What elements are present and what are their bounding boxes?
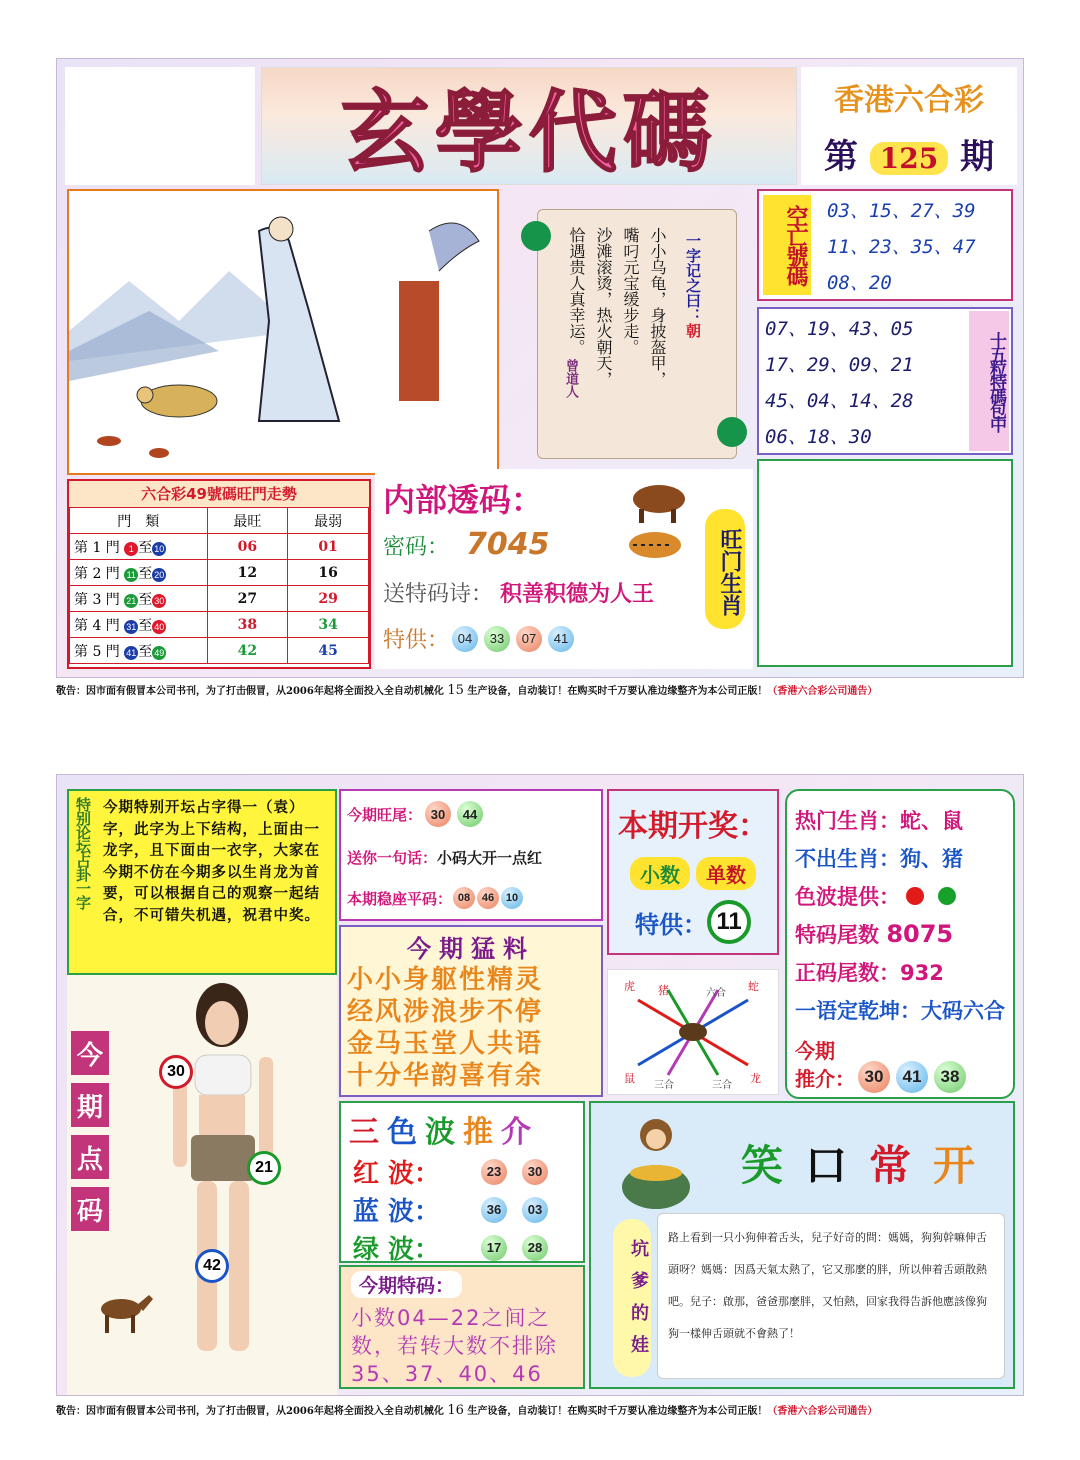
yiyu-label: 一语定乾坤：: [795, 999, 921, 1023]
notice-text: 敬告：因市面有假冒本公司书刊，为了打击假冒，从2006年起将全面投入全自动机械化: [56, 686, 444, 697]
issue-prefix: 第: [823, 137, 858, 177]
wave-label: 绿 波：: [353, 1235, 441, 1265]
wave-ball: 28: [522, 1235, 548, 1261]
door-label: 第 5 門: [74, 643, 120, 660]
color-wave-label: 色波提供：: [795, 885, 900, 909]
notice-company: （香港六合彩公司通告）: [767, 1406, 878, 1417]
door-label: 第 3 門: [74, 591, 120, 608]
door-label: 第 2 門: [74, 565, 120, 582]
compass-label: 虎: [624, 980, 635, 993]
scroll-title: 一字记之曰：: [684, 233, 702, 323]
scroll-line: 沙滩滚烫，热火朝天，: [594, 227, 613, 387]
no-zodiac-line: [795, 843, 963, 873]
kong-label: 空亡號碼: [763, 195, 811, 295]
door-table-panel: [67, 479, 371, 669]
fifteen-number-line: 17、29、09、21: [765, 354, 914, 376]
tema-panel: [339, 1265, 585, 1389]
hot-zodiac-label: 热门生肖：: [795, 809, 900, 833]
pingma-line: [347, 887, 524, 909]
door-table-title: 六合彩49號碼旺門走勢: [69, 481, 369, 507]
compass-label: 猪: [658, 984, 669, 997]
door-to-ball: 10: [154, 543, 165, 554]
wave-label: 蓝 波：: [353, 1197, 441, 1227]
notice-company: （香港六合彩公司通告）: [767, 686, 878, 697]
door-from-ball: 1: [124, 542, 138, 556]
brand-panel: [801, 67, 1017, 185]
door-max: 12: [207, 560, 288, 586]
door-to: 至: [138, 643, 153, 660]
zheng-tail-label: 正码尾数：: [795, 961, 900, 985]
fifteen-number-line: 45、04、14、28: [765, 390, 914, 412]
zheng-tail-value: 932: [900, 961, 944, 985]
hot-panel: [785, 789, 1015, 1099]
wave-label: 红 波：: [353, 1159, 441, 1189]
compass-label: 六合: [706, 988, 726, 999]
recommend-ball: 41: [896, 1061, 928, 1093]
forum-label: 特别论坛占卦一字: [74, 797, 92, 909]
door-row: [70, 638, 369, 664]
mengliao-title: 今期猛料: [407, 935, 535, 963]
mengliao-line: 金马玉堂人共语: [347, 1029, 544, 1059]
inside-special-line: [383, 623, 577, 654]
compass-panel: [607, 969, 779, 1095]
tema-title: 今期特码：: [351, 1271, 462, 1298]
model-figure: [147, 975, 297, 1395]
door-to: 至: [138, 539, 153, 556]
mengliao-line: 小小身躯性精灵: [347, 965, 544, 995]
wave-ball: 30: [522, 1159, 548, 1185]
blank-panel: [65, 67, 255, 185]
zheng-tail-line: [795, 957, 944, 987]
notice-text: 敬告：因市面有假冒本公司书刊，为了打击假冒，从2006年起将全面投入全自动机械化: [56, 1406, 444, 1417]
kong-number-line: 11、23、35、47: [827, 236, 976, 258]
title-banner: [261, 67, 797, 185]
recommend-label-2: 推介：: [795, 1066, 855, 1091]
wave-row-green: [353, 1229, 551, 1266]
horse-icon: [91, 1287, 155, 1337]
wave-row-red: [353, 1153, 551, 1190]
issue-number: 125: [870, 142, 948, 175]
wangwei-line: [347, 801, 486, 827]
tail-value: 8075: [886, 920, 954, 948]
wangwei-ball: 44: [457, 801, 483, 827]
model-panel: [67, 975, 337, 1395]
recommend-label-1: 今期: [795, 1039, 835, 1063]
sanse-title-char: 介: [501, 1115, 539, 1150]
sanse-title-char: 波: [425, 1115, 463, 1150]
door-label: 第 4 門: [74, 617, 120, 634]
issue-line: [801, 129, 1017, 178]
scroll-line: 恰遇贵人真幸运。: [567, 227, 586, 355]
xiaokou-char: 开: [933, 1141, 976, 1190]
kaijiang-panel: [607, 789, 779, 955]
notice-page2: [56, 1402, 1024, 1418]
issue-suffix: 期: [960, 137, 995, 177]
special-ball: 04: [452, 626, 478, 652]
inside-poem-value: 积善积德为人王: [500, 582, 655, 607]
scroll-signature: 曾道人: [563, 359, 578, 398]
compass-label: 蛇: [748, 980, 759, 993]
compass-label: 鼠: [624, 1072, 635, 1085]
special-ball: 41: [548, 626, 574, 652]
inside-poem-line: [383, 577, 654, 608]
door-max: 38: [207, 612, 288, 638]
door-col-header: 最弱: [288, 508, 369, 534]
page-number: 15: [447, 683, 464, 698]
mengliao-lines: [341, 964, 601, 1092]
wangwei-panel: [339, 789, 603, 921]
door-to: 至: [138, 591, 153, 608]
compass-label: 龙: [750, 1072, 761, 1085]
dianma-label: [71, 1031, 109, 1231]
kong-numbers: [827, 193, 976, 301]
yiyu-value: 大码六合: [921, 999, 1005, 1023]
yiju-label: 送你一句话：: [347, 849, 438, 867]
recommend-ball: 30: [858, 1061, 890, 1093]
door-to: 至: [138, 565, 153, 582]
door-max: 42: [207, 638, 288, 664]
door-from-ball: 41: [126, 647, 137, 658]
tail-line: [795, 919, 953, 949]
pingma-ball: 10: [501, 887, 523, 909]
xiaokou-char: 常: [869, 1141, 912, 1190]
door-max: 27: [207, 586, 288, 612]
monkey-moneybag-icon: [611, 1113, 701, 1213]
forum-text: 今期特别开坛占字得一（袁）字，此字为上下结构，上面由一龙字，且下面由一衣字，大家在今期不仿在今期多以生肖龙为首要，可以根据自己的观察一起结合，不可错失机遇，祝君中奖。: [103, 799, 320, 924]
fifteen-numbers: [765, 311, 914, 455]
door-label: 第 1 門: [74, 539, 120, 556]
wave-ball: 23: [481, 1159, 507, 1185]
recommend-line: [795, 1061, 969, 1093]
kong-number-line: 08、20: [827, 272, 892, 294]
pingma-label: 本期稳座平码：: [347, 889, 453, 908]
wave-ball: 17: [481, 1235, 507, 1261]
sanse-title: [341, 1103, 583, 1155]
door-min: 29: [288, 586, 369, 612]
door-max: 06: [207, 534, 288, 560]
sanse-title-char: 推: [463, 1115, 501, 1150]
forum-panel: [67, 789, 337, 975]
xiaokou-panel: [589, 1101, 1015, 1389]
compass-label: 三合: [654, 1080, 674, 1091]
kaijiang-tag: 单数: [696, 857, 756, 890]
door-to-ball: 30: [154, 595, 165, 606]
page-title: 玄學代碼: [340, 80, 717, 184]
dianma-char: 今: [71, 1031, 109, 1075]
wave-row-blue: [353, 1191, 551, 1228]
door-row: [70, 534, 369, 560]
brand-name: 香港六合彩: [834, 83, 984, 118]
door-row: [70, 586, 369, 612]
inside-panel: [375, 469, 753, 669]
xiaokou-char: 口: [805, 1141, 848, 1190]
yiyu-line: [795, 995, 1005, 1025]
inside-code-label: 密码：: [383, 535, 450, 560]
fifteen-number-line: 06、18、30: [765, 426, 872, 448]
scroll-line: 小小乌龟，身披盔甲，: [648, 227, 667, 387]
notice-text: 生产设备，自动装订！在购买时千万要认准边缘整齐为本公司正版！: [467, 686, 768, 697]
tail-label: 特码尾数: [795, 923, 879, 947]
door-row: [70, 560, 369, 586]
wangwei-label: 今期旺尾：: [347, 805, 423, 824]
wangmen-label: 旺门生肖: [705, 509, 745, 629]
kaijiang-tag: 小数: [630, 857, 690, 890]
fifteen-number-line: 07、19、43、05: [765, 318, 914, 340]
recommend-ball: 38: [934, 1061, 966, 1093]
door-table: [69, 507, 369, 664]
model-ball: 42: [195, 1249, 229, 1283]
pingma-ball: 08: [453, 887, 475, 909]
dianma-char: 码: [71, 1187, 109, 1231]
tema-text: 小数04—22之间之数，若转大数不排除35、37、40、46: [351, 1306, 558, 1386]
sanse-title-char: 三: [349, 1115, 387, 1150]
special-ball: 33: [484, 626, 510, 652]
scroll-title-char: 朝: [684, 323, 702, 338]
kaijiang-title: 本期开奖：: [618, 809, 768, 844]
blank-panel-right: [757, 459, 1013, 667]
pingma-ball: 46: [477, 887, 499, 909]
door-col-header: 門 類: [70, 508, 208, 534]
compass-label: 三合: [712, 1080, 732, 1091]
notice-text: 生产设备，自动装订！在购买时千万要认准边缘整齐为本公司正版！: [467, 1406, 768, 1417]
joke-text: 路上看到一只小狗伸着舌头，兒子好奇的問：媽媽，狗狗幹嘛伸舌頭呀？媽媽：因爲天氣太熱了，它又那麼的胖，所以伸着舌頭散熱吧。兒子：啟那，爸爸那麼胖，又怕熱，回家我得告訴他應該像狗狗一樣伸舌頭就不會熱了！: [657, 1213, 1005, 1379]
scholar-turtle-illustration: [69, 191, 497, 473]
xiaokou-title: [741, 1133, 975, 1193]
inside-special-label: 特供：: [383, 628, 450, 653]
kong-number-line: 03、15、27、39: [827, 200, 976, 222]
yiju-value: 小码大开一点红: [437, 849, 543, 867]
mengliao-line: 十分华韵喜有余: [347, 1061, 544, 1091]
model-ball: 21: [247, 1151, 281, 1185]
door-min: 01: [288, 534, 369, 560]
scroll-lines: [565, 227, 669, 427]
xiaokou-char: 笑: [741, 1141, 784, 1190]
inside-title: 内部透码：: [383, 481, 544, 519]
door-from-ball: 11: [124, 568, 138, 582]
wave-ball: 03: [522, 1197, 548, 1223]
model-ball: 30: [159, 1055, 193, 1089]
door-to-ball: 40: [154, 621, 165, 632]
fifteen-label: 十五粒特碼包中: [969, 311, 1009, 451]
inside-code-line: [383, 527, 550, 562]
sanse-title-char: 色: [387, 1115, 425, 1150]
inside-code-value: 7045: [466, 527, 550, 562]
door-to: 至: [138, 617, 153, 634]
hot-zodiac-line: [795, 805, 963, 835]
door-to-ball: 49: [154, 647, 165, 658]
kaijiang-tags: [609, 857, 777, 890]
scroll-line: 嘴叼元宝缓步走。: [621, 227, 640, 355]
ox-tiger-icon: [619, 475, 699, 571]
page-number: 16: [447, 1403, 464, 1418]
green-dot-icon: [938, 887, 956, 905]
hot-zodiac-value: 蛇、鼠: [900, 809, 963, 833]
dianma-char: 期: [71, 1083, 109, 1127]
wangwei-ball: 30: [425, 801, 451, 827]
color-wave-line: [795, 881, 956, 911]
notice-page1: [56, 682, 1024, 698]
inside-poem-label: 送特码诗：: [383, 582, 494, 607]
special-ball: 07: [516, 626, 542, 652]
wave-ball: 36: [481, 1197, 507, 1223]
sanse-panel: [339, 1101, 585, 1263]
fifteen-panel: [757, 307, 1013, 455]
no-zodiac-label: 不出生肖：: [795, 847, 900, 871]
kaijiang-special-ball: 11: [707, 900, 751, 944]
yiju-line: [347, 847, 542, 868]
page-1: [56, 58, 1024, 678]
dianma-char: 点: [71, 1135, 109, 1179]
door-col-header: 最旺: [207, 508, 288, 534]
door-min: 16: [288, 560, 369, 586]
no-zodiac-value: 狗、猪: [900, 847, 963, 871]
door-min: 45: [288, 638, 369, 664]
door-to-ball: 20: [154, 569, 165, 580]
kaijiang-special-line: [609, 900, 777, 944]
door-row: [70, 612, 369, 638]
door-from-ball: 31: [126, 621, 137, 632]
door-min: 34: [288, 612, 369, 638]
page-2: [56, 774, 1024, 1396]
mengliao-line: 经风涉浪步不停: [347, 997, 544, 1027]
door-from-ball: 21: [126, 595, 137, 606]
kaijiang-special-label: 特供：: [635, 910, 707, 939]
painting-panel: [67, 189, 499, 475]
red-dot-icon: [906, 887, 924, 905]
joke-label: 坑爹的娃: [613, 1219, 651, 1377]
mengliao-panel: [339, 925, 603, 1097]
poem-scroll: [517, 199, 787, 463]
kong-panel: [757, 189, 1013, 301]
